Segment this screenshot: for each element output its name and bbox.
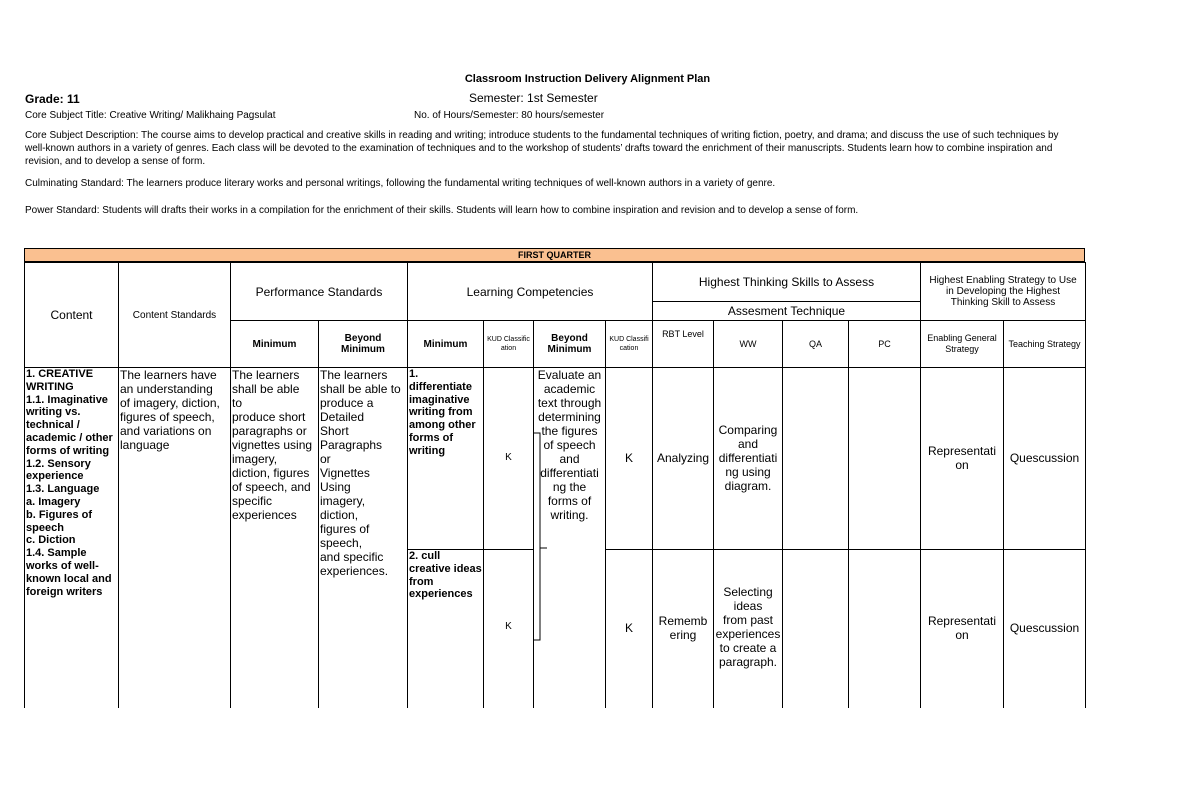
- enabling-row-1: Representati on: [927, 444, 997, 472]
- content-line: 1.3. Language: [26, 483, 100, 496]
- content-line: experience: [26, 470, 84, 483]
- header-highest-thinking: Highest Thinking Skills to Assess: [698, 275, 875, 289]
- content-line: c. Diction: [26, 534, 76, 547]
- content-line: forms of writing: [26, 444, 110, 457]
- header-kud-1: KUD Classification: [487, 336, 530, 352]
- content-line: speech: [26, 521, 64, 534]
- header-learning-competencies: Learning Competencies: [466, 284, 594, 299]
- teaching-row-2: Quescussion: [1009, 621, 1080, 635]
- header-content-standards: Content Standards: [132, 309, 217, 321]
- kud2-row-2: K: [624, 621, 633, 635]
- content-line: known local and: [26, 572, 112, 585]
- content-standards-text: The learners have an understanding of imagery, diction, figures of speech, and variations on language: [120, 368, 220, 452]
- grade-label: Grade: 11: [25, 92, 80, 106]
- content-line: 1.4. Sample: [26, 547, 87, 560]
- document-title: Classroom Instruction Delivery Alignment Plan: [464, 73, 711, 85]
- rbt-row-1: Analyzing: [656, 451, 710, 465]
- header-qa: QA: [808, 338, 822, 349]
- header-performance-standards: Performance Standards: [255, 284, 383, 299]
- semester-label: Semester: 1st Semester: [469, 91, 598, 105]
- content-line: 1.2. Sensory: [26, 457, 91, 470]
- enabling-row-2: Representati on: [927, 614, 997, 642]
- quarter-label: FIRST QUARTER: [518, 250, 591, 260]
- header-perf-minimum: Minimum: [252, 338, 297, 350]
- power-standard: Power Standard: Students will drafts their works in a compilation for the enrichment of their skills. Students will learn how to combine inspiration and revision and to develop a sense of form.: [25, 205, 859, 216]
- lc-minimum-row-1: 1. differentiate imaginative writing from among other forms of writing: [409, 368, 476, 457]
- header-kud-2: KUD Classification: [609, 336, 649, 352]
- content-line: 1.1. Imaginative: [26, 393, 108, 406]
- core-subject-description: Core Subject Description: The course aims to develop practical and creative skills in reading and writing; introduce students to the fundamental techniques of writing fiction, poetry, and drama; and discuss the use of such techniques by well-known authors in a variety of genres. Each class will be devoted to the examination of techniques and to the workshop of students’ drafts toward the enrichment of their manuscripts. Students learn how to combine inspiration and revision, and to develop a sense of form.: [25, 130, 1059, 167]
- kud-row-1: K: [505, 452, 512, 463]
- quarter-band: [24, 248, 1085, 262]
- header-highest-enabling: Highest Enabling Strategy to Use in Developing the Highest Thinking Skill to Assess: [929, 275, 1077, 308]
- lc-minimum-row-2: 2. cull creative ideas from experiences: [409, 550, 482, 601]
- core-subject-title: Core Subject Title: Creative Writing/ Malikhaing Pagsulat: [25, 110, 276, 121]
- header-lc-minimum: Minimum: [423, 338, 468, 350]
- kud-row-2: K: [505, 621, 512, 632]
- header-assessment-technique: Assesment Technique: [727, 304, 846, 318]
- rbt-row-2: Rememb ering: [658, 614, 708, 642]
- content-line: b. Figures of: [26, 508, 92, 521]
- ww-row-1: Comparing and differentiati ng using diagram.: [718, 423, 778, 493]
- header-lc-beyond: Beyond Minimum: [547, 333, 592, 355]
- header-rbt-level: RBT Level: [662, 329, 704, 339]
- culminating-standard: Culminating Standard: The learners produce literary works and personal writings, following the fundamental writing techniques of well-known authors in a variety of genre.: [25, 178, 776, 189]
- content-line: a. Imagery: [26, 495, 81, 508]
- content-line: writing vs.: [26, 406, 81, 419]
- content-line: academic / other: [26, 431, 113, 444]
- content-line: WRITING: [26, 380, 74, 393]
- content-line: foreign writers: [26, 585, 103, 598]
- teaching-row-1: Quescussion: [1009, 451, 1080, 465]
- content-list: [26, 368, 118, 598]
- content-line: technical /: [26, 419, 80, 432]
- content-line: 1. CREATIVE: [26, 368, 94, 380]
- ww-row-2: Selecting ideas from past experiences to create a paragraph.: [715, 585, 781, 669]
- hours-label: No. of Hours/Semester: 80 hours/semester: [414, 110, 605, 121]
- header-pc: PC: [878, 338, 891, 349]
- perf-minimum-text: The learners shall be able to produce short paragraphs or vignettes using imagery, diction, figures of speech, and specific experiences: [232, 368, 313, 522]
- header-content: Content: [50, 308, 93, 322]
- header-enabling-general: Enabling General Strategy: [927, 333, 997, 354]
- header-perf-beyond: Beyond Minimum: [341, 333, 385, 355]
- lc-beyond-text: Evaluate an academic text through determining the figures of speech and differentiati ng the forms of writing.: [537, 368, 602, 522]
- perf-beyond-text: The learners shall be able to produce a Detailed Short Paragraphs or Vignettes Using imagery, diction, figures of speech, and specific experiences.: [320, 368, 401, 578]
- header-ww: WW: [739, 338, 757, 349]
- content-line: works of well-: [26, 559, 99, 572]
- kud2-row-1: K: [624, 451, 633, 465]
- header-teaching-strategy: Teaching Strategy: [1008, 338, 1081, 349]
